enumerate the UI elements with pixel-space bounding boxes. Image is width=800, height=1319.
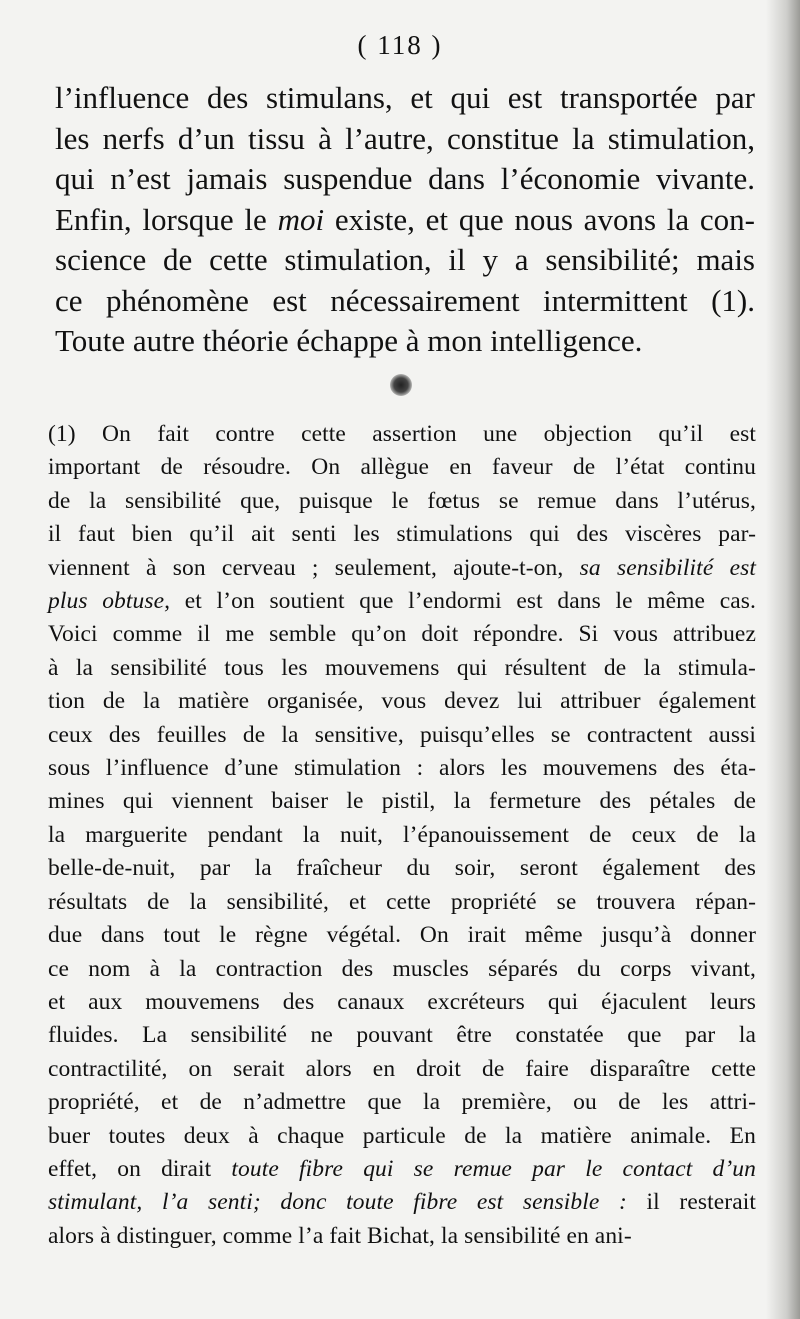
text-segment: contractilité, on serait alors en droit de faire disparaître cette bbox=[48, 1055, 756, 1082]
text-segment: mines qui viennent baiser le pistil, la fermeture des pétales de bbox=[48, 788, 756, 815]
text-segment: qui n’est jamais suspendue dans l’économie vivante. bbox=[55, 161, 755, 196]
main-text-line bbox=[55, 78, 755, 119]
page-number: ( 118 ) bbox=[357, 30, 443, 60]
ornament-dot bbox=[390, 374, 412, 396]
main-text-line bbox=[55, 281, 755, 322]
footnote-line bbox=[48, 1220, 756, 1253]
text-segment: l’influence des stimulans, et qui est transportée par bbox=[55, 80, 755, 115]
footnote-line bbox=[48, 518, 756, 551]
footnote-line bbox=[48, 1019, 756, 1052]
text-segment: à la sensibilité tous les mouvemens qui résultent de la stimula- bbox=[48, 654, 756, 681]
text-segment: Toute autre théorie échappe à mon intelligence. bbox=[55, 323, 643, 358]
footnote-line bbox=[48, 552, 756, 585]
text-segment: propriété, et de n’admettre que la première, ou de les attri- bbox=[48, 1089, 756, 1116]
text-segment: buer toutes deux à chaque particule de la matière animale. En bbox=[48, 1122, 756, 1149]
text-segment: de la sensibilité que, puisque le fœtus se remue dans l’utérus, bbox=[48, 487, 756, 514]
main-text-line bbox=[55, 119, 755, 160]
text-segment: fluides. La sensibilité ne pouvant être constatée que par la bbox=[48, 1022, 756, 1049]
italic-text: toute fibre qui se remue par le contact d’un bbox=[231, 1155, 756, 1182]
text-segment: sous l’influence d’une stimulation : alors les mouvemens des éta- bbox=[48, 755, 756, 782]
text-segment: et aux mouvemens des canaux excréteurs qui éjaculent leurs bbox=[48, 988, 756, 1015]
text-segment: ce nom à la contraction des muscles séparés du corps vivant, bbox=[48, 955, 756, 982]
footnote-line bbox=[48, 752, 756, 785]
footnote-line bbox=[48, 418, 756, 451]
page-edge-shadow bbox=[766, 0, 800, 1319]
footnote-line bbox=[48, 719, 756, 752]
footnote-line bbox=[48, 1086, 756, 1119]
text-segment: important de résoudre. On allègue en faveur de l’état continu bbox=[48, 454, 756, 481]
text-segment: existe, et que nous avons la con- bbox=[324, 201, 756, 237]
footnote-line bbox=[48, 685, 756, 718]
footnote-line bbox=[48, 919, 756, 952]
footnote-line bbox=[48, 485, 756, 518]
text-segment: Voici comme il me semble qu’on doit répondre. Si vous attribuez bbox=[48, 621, 756, 648]
text-segment: tion de la matière organisée, vous devez lui attribuer également bbox=[48, 688, 756, 715]
text-segment: viennent à son cerveau ; seulement, ajoute-t-on, bbox=[48, 554, 580, 581]
text-segment: belle-de-nuit, par la fraîcheur du soir, seront également des bbox=[48, 855, 756, 882]
text-segment: science de cette stimulation, il y a sensibilité; mais bbox=[55, 242, 755, 277]
text-segment: ce phénomène est nécessairement intermittent (1). bbox=[55, 282, 755, 318]
text-segment: résultats de la sensibilité, et cette propriété se trouvera répan- bbox=[48, 888, 756, 915]
text-segment: ceux des feuilles de la sensitive, puisqu’elles se contractent aussi bbox=[48, 721, 756, 748]
footnote-line bbox=[48, 953, 756, 986]
main-text-line bbox=[55, 200, 755, 241]
text-segment: les nerfs d’un tissu à l’autre, constitue la stimulation, bbox=[55, 120, 755, 156]
text-segment: effet, on dirait bbox=[48, 1155, 232, 1182]
text-segment: il resterait bbox=[626, 1189, 756, 1216]
footnote-line bbox=[48, 1153, 756, 1186]
footnote-line bbox=[48, 852, 756, 885]
main-paragraph bbox=[55, 78, 755, 362]
text-segment: Enfin, lorsque le bbox=[55, 201, 278, 237]
text-segment: due dans tout le règne végétal. On irait même jusqu’à donner bbox=[48, 922, 756, 949]
italic-text: sa sensibilité est bbox=[579, 554, 756, 581]
footnote-line bbox=[48, 1053, 756, 1086]
footnote bbox=[48, 418, 756, 1253]
text-segment: et l’on soutient que l’endormi est dans le même cas. bbox=[170, 588, 756, 615]
footnote-line bbox=[48, 1120, 756, 1153]
footnote-line bbox=[48, 986, 756, 1019]
italic-text: plus obtuse, bbox=[48, 588, 171, 615]
footnote-line bbox=[48, 652, 756, 685]
text-segment: alors à distinguer, comme l’a fait Bichat, la sensibilité en ani- bbox=[48, 1222, 632, 1249]
footnote-line bbox=[48, 1186, 756, 1219]
footnote-line bbox=[48, 819, 756, 852]
text-segment: la marguerite pendant la nuit, l’épanouissement de ceux de la bbox=[48, 821, 756, 848]
italic-text: moi bbox=[277, 201, 325, 237]
main-text-line bbox=[55, 321, 755, 362]
main-text-line bbox=[55, 159, 755, 200]
main-text-line bbox=[55, 240, 755, 281]
footnote-line bbox=[48, 585, 756, 618]
footnote-line bbox=[48, 886, 756, 919]
text-segment: (1) On fait contre cette assertion une objection qu’il est bbox=[48, 421, 756, 447]
footnote-line bbox=[48, 451, 756, 484]
footnote-line bbox=[48, 618, 756, 651]
text-segment: il faut bien qu’il ait senti les stimulations qui des viscères par- bbox=[48, 521, 756, 548]
footnote-line bbox=[48, 785, 756, 818]
italic-text: stimulant, l’a senti; donc toute fibre est sensible : bbox=[48, 1189, 627, 1216]
